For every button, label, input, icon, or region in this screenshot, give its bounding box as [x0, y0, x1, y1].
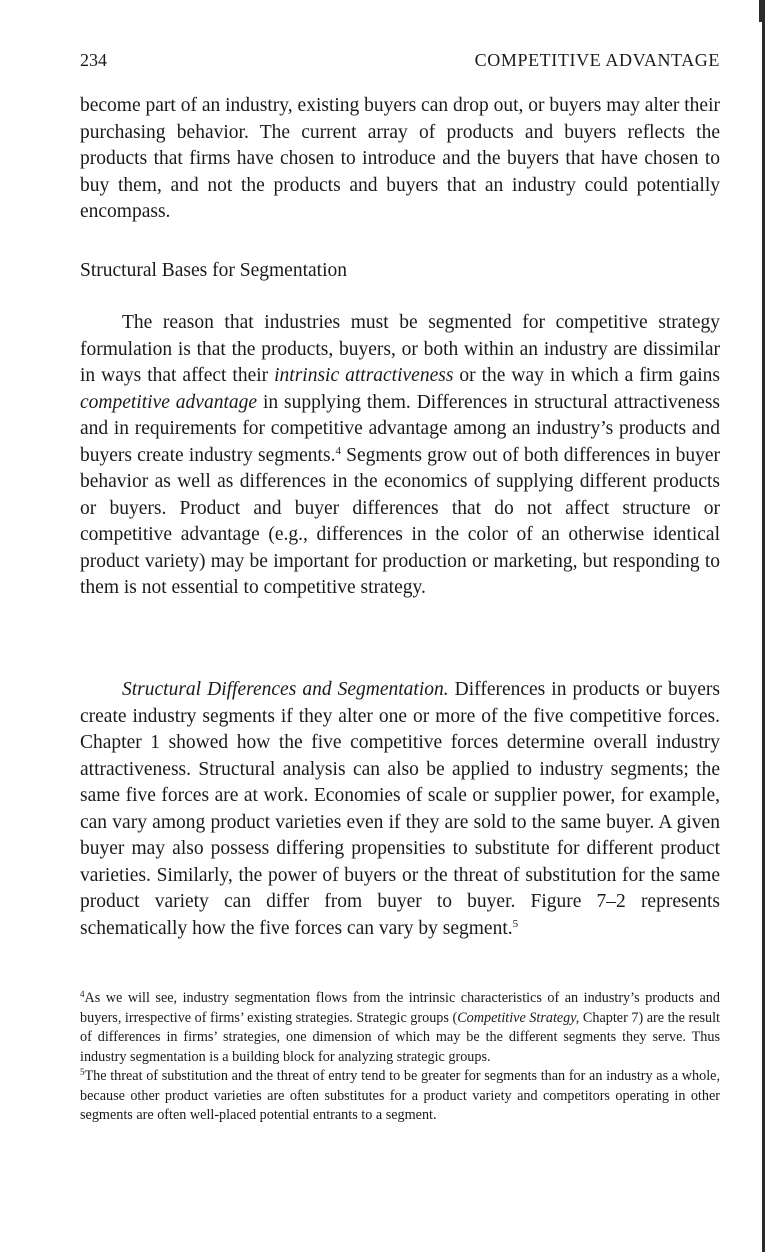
paragraph-2-text: Segments grow out of both differences in buyer behavior as well as differences in the economics of supplying different products or buyers. Product and buyer differences that do not affect structure or competitive advantage (e.g., differences in the color of an otherwise identical product variety) may be important for production or marketing, but responding to them is not essential to competitive strategy.: [80, 444, 720, 598]
paragraph-1: become part of an industry, existing buyers can drop out, or buyers may alter their purchasing behavior. The current array of products and buyers reflects the products that firms have chosen to introduce and the buyers that have chosen to buy them, and not the products and buyers that an industry could potentially encompass.: [80, 95, 720, 222]
running-head: [80, 48, 720, 72]
paragraph-3: [80, 677, 720, 942]
run-in-heading: Structural Differences and Segmentation.: [122, 679, 449, 700]
book-page: [80, 0, 720, 1252]
paragraph-3-text: Differences in products or buyers create industry segments if they alter one or more of the five competitive forces. Chapter 1 showed how the five competitive forces determine overall industry attractiveness. Structural analysis can also be applied to industry segments; the same five forces are at work. Economies of scale or supplier power, for example, can vary among product varieties even if they are sold to the same buyer. A given buyer may also possess differing propensities to substitute for different product varieties. Similarly, the power of buyers or the threat of substitution for the same product variety can differ from buyer to buyer. Figure 7–2 represents schematically how the five forces can vary by segment.: [80, 679, 720, 939]
footnotes: [80, 989, 720, 1126]
page-edge-rule: [762, 4, 765, 1252]
footnote-5-text: The threat of substitution and the threat of entry tend to be greater for segments than for an industry as a whole, because other product varieties are often substitutes for a product variety and competitors operating in other segments are often well-placed potential entrants to a segment.: [80, 1068, 720, 1123]
section-heading: Structural Bases for Segmentation: [80, 260, 347, 281]
footnote-4-book-title: Competitive Strategy,: [457, 1009, 580, 1026]
footnote-5: [80, 1067, 720, 1126]
footnote-marker-5: 5: [80, 1067, 85, 1077]
footnote-4-text: Chapter 7) are the result of differences in firms’ strategies, one dimension of which may be the different segments they serve. Thus industry segmentation is a building block for analyzing strategic groups.: [80, 1009, 720, 1065]
footnote-ref-4: 4: [335, 444, 341, 457]
paragraph-2-text: or the way in which a firm gains: [453, 365, 720, 386]
emphasis-intrinsic-attractiveness: intrinsic attractiveness: [274, 365, 454, 386]
paragraph-2-text: The reason that industries must be segmented for competitive strategy formulation is that the products, buyers, or both within an industry are dissimilar in ways that affect their: [80, 312, 720, 386]
footnote-marker-4: 4: [80, 989, 85, 999]
running-title: COMPETITIVE ADVANTAGE: [474, 50, 720, 70]
footnote-4: [80, 989, 720, 1067]
paragraph-2-text: in supplying them. Differences in structural attractiveness and in requirements for competitive advantage among an industry’s products and buyers create industry segments.: [80, 391, 720, 466]
footnote-ref-5: 5: [512, 917, 519, 930]
page-number: 234: [80, 50, 107, 70]
footnote-4-text: As we will see, industry segmentation flows from the intrinsic characteristics of an industry’s products and buyers, irrespective of firms’ existing strategies. Strategic groups (: [80, 990, 720, 1026]
emphasis-competitive-advantage: competitive advantage: [80, 391, 258, 413]
paragraph-2: [80, 310, 720, 602]
